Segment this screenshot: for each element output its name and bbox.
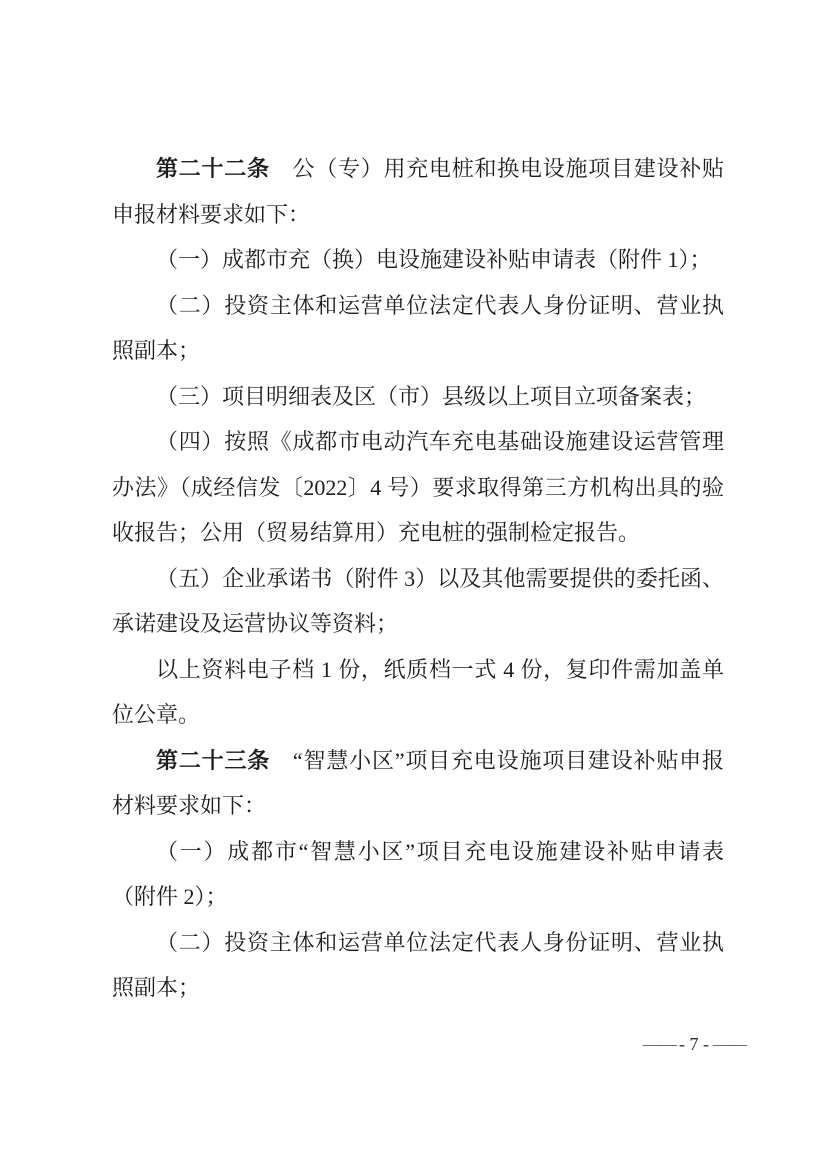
paragraph-text: “智慧小区”项目充电设施项目建设补贴申报材料要求如下： — [112, 747, 724, 818]
footer-right-rule: —— — [713, 1033, 745, 1054]
paragraph-text: （一）成都市充（换）电设施建设补贴申请表（附件 1）； — [156, 247, 712, 272]
paragraph-text: （三）项目明细表及区（市）县级以上项目立项备案表； — [156, 383, 707, 409]
paragraph-text: （五）企业承诺书（附件 3）以及其他需要提供的委托函、承诺建设及运营协议等资料； — [112, 565, 724, 636]
paragraph-text: （二）投资主体和运营单位法定代表人身份证明、营业执照副本； — [112, 929, 724, 1000]
paragraph-text: 公（专）用充电桩和换电设施项目建设补贴申报材料要求如下： — [112, 156, 724, 227]
page-number: - 7 - — [679, 1033, 709, 1054]
footer-left-rule: —— — [643, 1033, 675, 1054]
article-22-number: 第二十二条 — [156, 156, 270, 181]
paragraph-text: （一）成都市“智慧小区”项目充电设施建设补贴申请表（附件 2）； — [112, 838, 724, 909]
page-footer — [112, 1033, 745, 1055]
paragraph-text: （四）按照《成都市电动汽车充电基础设施建设运营管理办法》（成经信发〔2022〕4 号）要求取得第三方机构出具的验收报告；公用（贸易结算用）充电桩的强制检定报告。 — [112, 429, 724, 545]
paragraph-item-4 — [112, 419, 724, 556]
document-body — [112, 146, 724, 1011]
paragraph-item-1 — [112, 237, 724, 283]
paragraph-item-5 — [112, 556, 724, 647]
paragraph-article-22 — [112, 146, 724, 237]
paragraph-item-1-article-23 — [112, 829, 724, 920]
paragraph-text: 以上资料电子档 1 份，纸质档一式 4 份，复印件需加盖单位公章。 — [112, 656, 724, 727]
paragraph-item-3 — [112, 374, 724, 420]
article-23-number: 第二十三条 — [156, 747, 271, 773]
paragraph-item-2 — [112, 283, 724, 374]
paragraph-text: （二）投资主体和运营单位法定代表人身份证明、营业执照副本； — [112, 292, 724, 363]
paragraph-materials-note — [112, 647, 724, 738]
paragraph-article-23 — [112, 738, 724, 829]
paragraph-item-2-article-23 — [112, 920, 724, 1011]
